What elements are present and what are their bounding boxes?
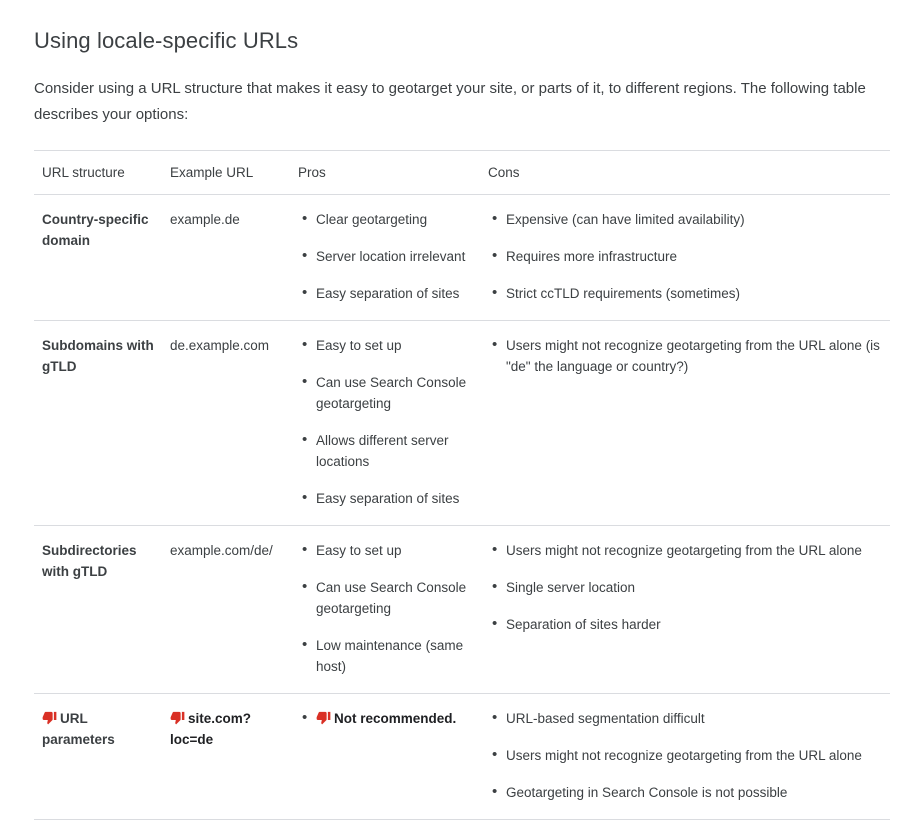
cell-cons — [480, 526, 890, 694]
pros-list — [298, 209, 472, 304]
table-header-row — [34, 151, 890, 195]
locale-url-options-table — [34, 150, 890, 820]
cell-example-url — [162, 195, 290, 321]
list-item: • Expensive (can have limited availability) — [506, 209, 882, 230]
list-item: • Low maintenance (same host) — [316, 635, 472, 677]
cell-example-url — [162, 694, 290, 820]
list-item: • Can use Search Console geotargeting — [316, 372, 472, 414]
table-row — [34, 321, 890, 526]
url-structure-label: Subdomains with gTLD — [42, 338, 154, 374]
example-url-label: example.de — [170, 212, 240, 227]
list-item: • Easy to set up — [316, 540, 472, 561]
pros-list — [298, 540, 472, 677]
url-structure-label: URL parameters — [42, 711, 115, 747]
pros-list — [298, 335, 472, 509]
example-url-label: example.com/de/ — [170, 543, 273, 558]
cell-pros — [290, 526, 480, 694]
page-title: Using locale-specific URLs — [34, 28, 299, 53]
column-header-cons: Cons — [480, 151, 890, 195]
pros-list — [298, 708, 472, 729]
list-item: • Easy separation of sites — [316, 488, 472, 509]
table-head — [34, 151, 890, 195]
cell-cons — [480, 321, 890, 526]
list-item: • Geotargeting in Search Console is not possible — [506, 782, 882, 803]
cons-list — [488, 209, 882, 304]
cell-example-url — [162, 321, 290, 526]
list-item: • Users might not recognize geotargeting from the URL alone — [506, 540, 882, 561]
list-item: • Separation of sites harder — [506, 614, 882, 635]
cell-pros — [290, 694, 480, 820]
cell-pros — [290, 321, 480, 526]
cell-pros — [290, 195, 480, 321]
cons-list — [488, 708, 882, 803]
thumb-down-icon — [170, 710, 185, 725]
url-structure-label: Subdirectories with gTLD — [42, 543, 137, 579]
list-item: • Requires more infrastructure — [506, 246, 882, 267]
table-row — [34, 195, 890, 321]
intro-paragraph: Consider using a URL structure that makes it easy to geotarget your site, or parts of it, to different regions. The following table describes your options: — [34, 80, 866, 123]
url-structure-label: Country-specific domain — [42, 212, 149, 248]
list-item: • Allows different server locations — [316, 430, 472, 472]
cell-url-structure — [34, 321, 162, 526]
cell-url-structure — [34, 694, 162, 820]
list-item: • Single server location — [506, 577, 882, 598]
not-recommended-label: Not recommended. — [334, 711, 457, 726]
thumb-down-icon — [42, 710, 57, 725]
example-url-label: site.com?loc=de — [170, 711, 252, 747]
thumb-down-icon — [316, 710, 331, 725]
cell-cons — [480, 195, 890, 321]
list-item: • Strict ccTLD requirements (sometimes) — [506, 283, 882, 304]
cell-url-structure — [34, 526, 162, 694]
table-body — [34, 195, 890, 820]
list-item: • Users might not recognize geotargeting from the URL alone (is "de" the language or country?) — [506, 335, 882, 377]
list-item: • Users might not recognize geotargeting from the URL alone — [506, 745, 882, 766]
example-url-label: de.example.com — [170, 338, 270, 353]
column-header-pros: Pros — [290, 151, 480, 195]
list-item: • Easy separation of sites — [316, 283, 472, 304]
column-header-url-structure: URL structure — [34, 151, 162, 195]
table-row — [34, 526, 890, 694]
table-row — [34, 694, 890, 820]
list-item: • Server location irrelevant — [316, 246, 472, 267]
column-header-example-url: Example URL — [162, 151, 290, 195]
cell-cons — [480, 694, 890, 820]
list-item: • URL-based segmentation difficult — [506, 708, 882, 729]
cell-example-url — [162, 526, 290, 694]
list-item — [316, 708, 472, 729]
cell-url-structure — [34, 195, 162, 321]
cons-list — [488, 335, 882, 377]
cons-list — [488, 540, 882, 635]
list-item: • Clear geotargeting — [316, 209, 472, 230]
list-item: • Easy to set up — [316, 335, 472, 356]
list-item: • Can use Search Console geotargeting — [316, 577, 472, 619]
